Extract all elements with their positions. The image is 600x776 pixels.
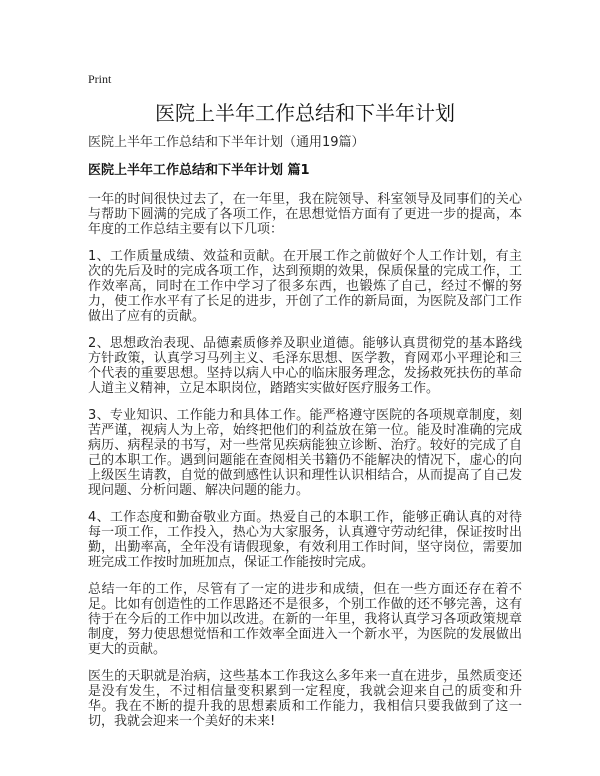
paragraph-item-4: 4、工作态度和勤奋敬业方面。热爱自己的本职工作，能够正确认真的对待每一项工作，工作投入，热心为大家服务，认真遵守劳动纪律，保证按时出勤，出勤率高，全年没有请假现象，有效利用工作时间，坚守岗位，需要加班完成工作按时加班加点，保证工作能按时完成。 (88, 510, 522, 570)
paragraph-item-3: 3、专业知识、工作能力和具体工作。能严格遵守医院的各项规章制度，刻苦严谨，视病人为上帝，始终把他们的利益放在第一位。能及时准确的完成病历、病程录的书写，对一些常见疾病能独立诊断、治疗。较好的完成了自己的本职工作。遇到问题能在查阅相关书籍仍不能解决的情况下，虚心的向上级医生请教，自觉的做到感性认识和理性认识相结合，从而提高了自己发现问题、分析问题、解决问题的能力。 (88, 408, 522, 498)
section-heading: 医院上半年工作总结和下半年计划 篇1 (88, 163, 310, 178)
paragraph-summary: 总结一年的工作，尽管有了一定的进步和成绩，但在一些方面还存在着不足。比如有创造性的工作思路还不是很多，个别工作做的还不够完善，这有待于在今后的工作中加以改进。在新的一年里，我将认真学习各项政策规章制度，努力使思想觉悟和工作效率全面进入一个新水平，为医院的发展做出更大的贡献。 (88, 582, 522, 657)
document-title: 医院上半年工作总结和下半年计划 (155, 101, 455, 125)
paragraph-closing: 医生的天职就是治病，这些基本工作我这么多年来一直在进步，虽然质变还是没有发生，不过相信量变积累到一定程度，我就会迎来自己的质变和升华。我在不断的提升我的思想素质和工作能力，我相信只要我做到了这一切，我就会迎来一个美好的未来! (88, 669, 522, 729)
document-subtitle: 医院上半年工作总结和下半年计划（通用19篇） (88, 135, 365, 150)
paragraph-intro: 一年的时间很快过去了，在一年里，我在院领导、科室领导及同事们的关心与帮助下圆满的完成了各项工作，在思想觉悟方面有了更进一步的提高，本年度的工作总结主要有以下几项： (88, 192, 522, 237)
print-link[interactable]: Print (88, 72, 112, 86)
paragraph-item-2: 2、思想政治表现、品德素质修养及职业道德。能够认真贯彻党的基本路线方针政策，认真学习马列主义、毛泽东思想、医学教，育网邓小平理论和三个代表的重要思想。坚持以病人中心的临床服务理念，发扬救死扶伤的革命人道主义精神，立足本职岗位，踏踏实实做好医疗服务工作。 (88, 336, 522, 396)
document-page (88, 70, 522, 729)
paragraph-item-1: 1、工作质量成绩、效益和贡献。在开展工作之前做好个人工作计划，有主次的先后及时的完成各项工作，达到预期的效果，保质保量的完成工作，工作效率高，同时在工作中学习了很多东西，也锻炼了自己，经过不懈的努力，使工作水平有了长足的进步，开创了工作的新局面，为医院及部门工作做出了应有的贡献。 (88, 249, 522, 324)
